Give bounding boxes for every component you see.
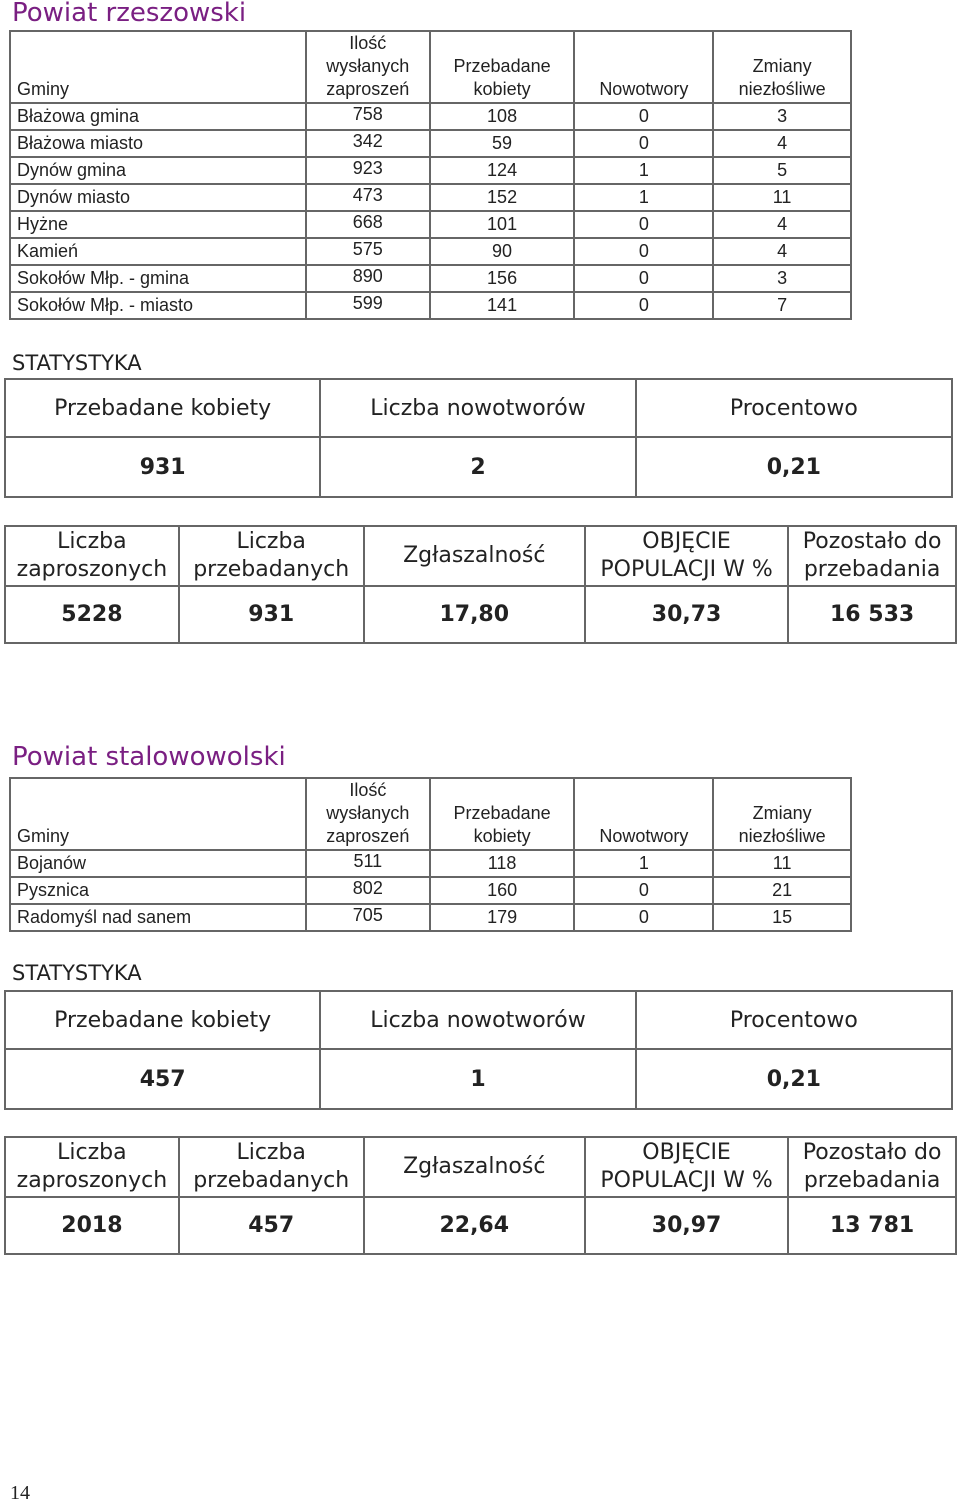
benign-cell: 5 [713,157,851,184]
benign-cell: 15 [713,904,851,931]
population-table [4,525,957,644]
table-row [10,292,851,319]
column-header: Zmiany niezłośliwe [713,778,851,850]
gminy-table [9,777,852,932]
population-value: 17,80 [364,586,585,643]
population-value: 30,97 [585,1197,788,1254]
gminy-table [9,30,852,320]
invitations-cell: 511 [306,850,430,877]
cancers-cell: 0 [574,265,713,292]
table-row [10,904,851,931]
population-header: OBJĘCIE POPULACJI W % [585,526,788,586]
gmina-name: Hyżne [10,211,306,238]
invitations-cell: 705 [306,904,430,931]
stat-header: Liczba nowotworów [320,379,635,437]
population-header: Zgłaszalność [364,1137,585,1197]
gmina-name: Dynów miasto [10,184,306,211]
stat-table [4,990,953,1110]
stat-header: Procentowo [636,379,952,437]
examined-cell: 179 [430,904,575,931]
column-header: Gminy [10,31,306,103]
population-value: 22,64 [364,1197,585,1254]
table-header-row [10,31,851,103]
examined-cell: 152 [430,184,575,211]
table-row [10,850,851,877]
stat-value-row [5,1049,952,1109]
table-row [10,184,851,211]
gmina-name: Sokołów Młp. - miasto [10,292,306,319]
stat-label: STATYSTYKA [12,351,142,375]
section-title: Powiat stalowowolski [12,742,286,772]
population-header: Zgłaszalność [364,526,585,586]
table-row [10,877,851,904]
gmina-name: Błażowa miasto [10,130,306,157]
stat-header-row [5,379,952,437]
invitations-cell: 668 [306,211,430,238]
stat-value: 0,21 [636,437,952,497]
population-header: Pozostało do przebadania [788,526,956,586]
column-header: Zmiany niezłośliwe [713,31,851,103]
benign-cell: 4 [713,211,851,238]
cancers-cell: 0 [574,904,713,931]
stat-header-row [5,991,952,1049]
benign-cell: 3 [713,103,851,130]
cancers-cell: 0 [574,292,713,319]
population-value: 5228 [5,586,179,643]
population-header: Liczba przebadanych [179,526,364,586]
invitations-cell: 473 [306,184,430,211]
examined-cell: 118 [430,850,575,877]
population-header: Liczba zaproszonych [5,1137,179,1197]
table-row [10,238,851,265]
examined-cell: 124 [430,157,575,184]
examined-cell: 59 [430,130,575,157]
stat-header: Liczba nowotworów [320,991,635,1049]
population-value: 2018 [5,1197,179,1254]
gmina-name: Dynów gmina [10,157,306,184]
examined-cell: 156 [430,265,575,292]
benign-cell: 4 [713,238,851,265]
cancers-cell: 1 [574,184,713,211]
invitations-cell: 342 [306,130,430,157]
gmina-name: Bojanów [10,850,306,877]
gmina-name: Błażowa gmina [10,103,306,130]
benign-cell: 3 [713,265,851,292]
column-header: Gminy [10,778,306,850]
population-value: 931 [179,586,364,643]
column-header: Nowotwory [574,31,713,103]
examined-cell: 108 [430,103,575,130]
table-row [10,211,851,238]
gmina-name: Pysznica [10,877,306,904]
gmina-name: Radomyśl nad sanem [10,904,306,931]
invitations-cell: 758 [306,103,430,130]
invitations-cell: 802 [306,877,430,904]
cancers-cell: 1 [574,157,713,184]
column-header: Ilość wysłanych zaproszeń [306,31,430,103]
stat-value: 0,21 [636,1049,952,1109]
population-header-row [5,1137,956,1197]
stat-header: Przebadane kobiety [5,991,320,1049]
cancers-cell: 0 [574,211,713,238]
invitations-cell: 599 [306,292,430,319]
invitations-cell: 923 [306,157,430,184]
population-value: 30,73 [585,586,788,643]
stat-value-row [5,437,952,497]
population-value: 16 533 [788,586,956,643]
benign-cell: 21 [713,877,851,904]
cancers-cell: 1 [574,850,713,877]
stat-value: 1 [320,1049,635,1109]
stat-label: STATYSTYKA [12,961,142,985]
population-value: 13 781 [788,1197,956,1254]
stat-header: Procentowo [636,991,952,1049]
examined-cell: 141 [430,292,575,319]
population-value: 457 [179,1197,364,1254]
stat-value: 2 [320,437,635,497]
stat-value: 931 [5,437,320,497]
population-value-row [5,1197,956,1254]
column-header: Ilość wysłanych zaproszeń [306,778,430,850]
cancers-cell: 0 [574,130,713,157]
cancers-cell: 0 [574,103,713,130]
column-header: Przebadane kobiety [430,31,575,103]
examined-cell: 160 [430,877,575,904]
benign-cell: 11 [713,850,851,877]
table-row [10,130,851,157]
benign-cell: 11 [713,184,851,211]
section-title: Powiat rzeszowski [12,0,247,28]
benign-cell: 4 [713,130,851,157]
stat-table [4,378,953,498]
column-header: Nowotwory [574,778,713,850]
examined-cell: 101 [430,211,575,238]
gmina-name: Kamień [10,238,306,265]
table-row [10,157,851,184]
examined-cell: 90 [430,238,575,265]
table-row [10,265,851,292]
population-header: Liczba zaproszonych [5,526,179,586]
population-header: Liczba przebadanych [179,1137,364,1197]
gmina-name: Sokołów Młp. - gmina [10,265,306,292]
table-header-row [10,778,851,850]
stat-value: 457 [5,1049,320,1109]
cancers-cell: 0 [574,877,713,904]
page-number: 14 [10,1482,30,1504]
benign-cell: 7 [713,292,851,319]
stat-header: Przebadane kobiety [5,379,320,437]
population-value-row [5,586,956,643]
population-table [4,1136,957,1255]
invitations-cell: 575 [306,238,430,265]
population-header-row [5,526,956,586]
table-row [10,103,851,130]
population-header: Pozostało do przebadania [788,1137,956,1197]
column-header: Przebadane kobiety [430,778,575,850]
cancers-cell: 0 [574,238,713,265]
invitations-cell: 890 [306,265,430,292]
population-header: OBJĘCIE POPULACJI W % [585,1137,788,1197]
